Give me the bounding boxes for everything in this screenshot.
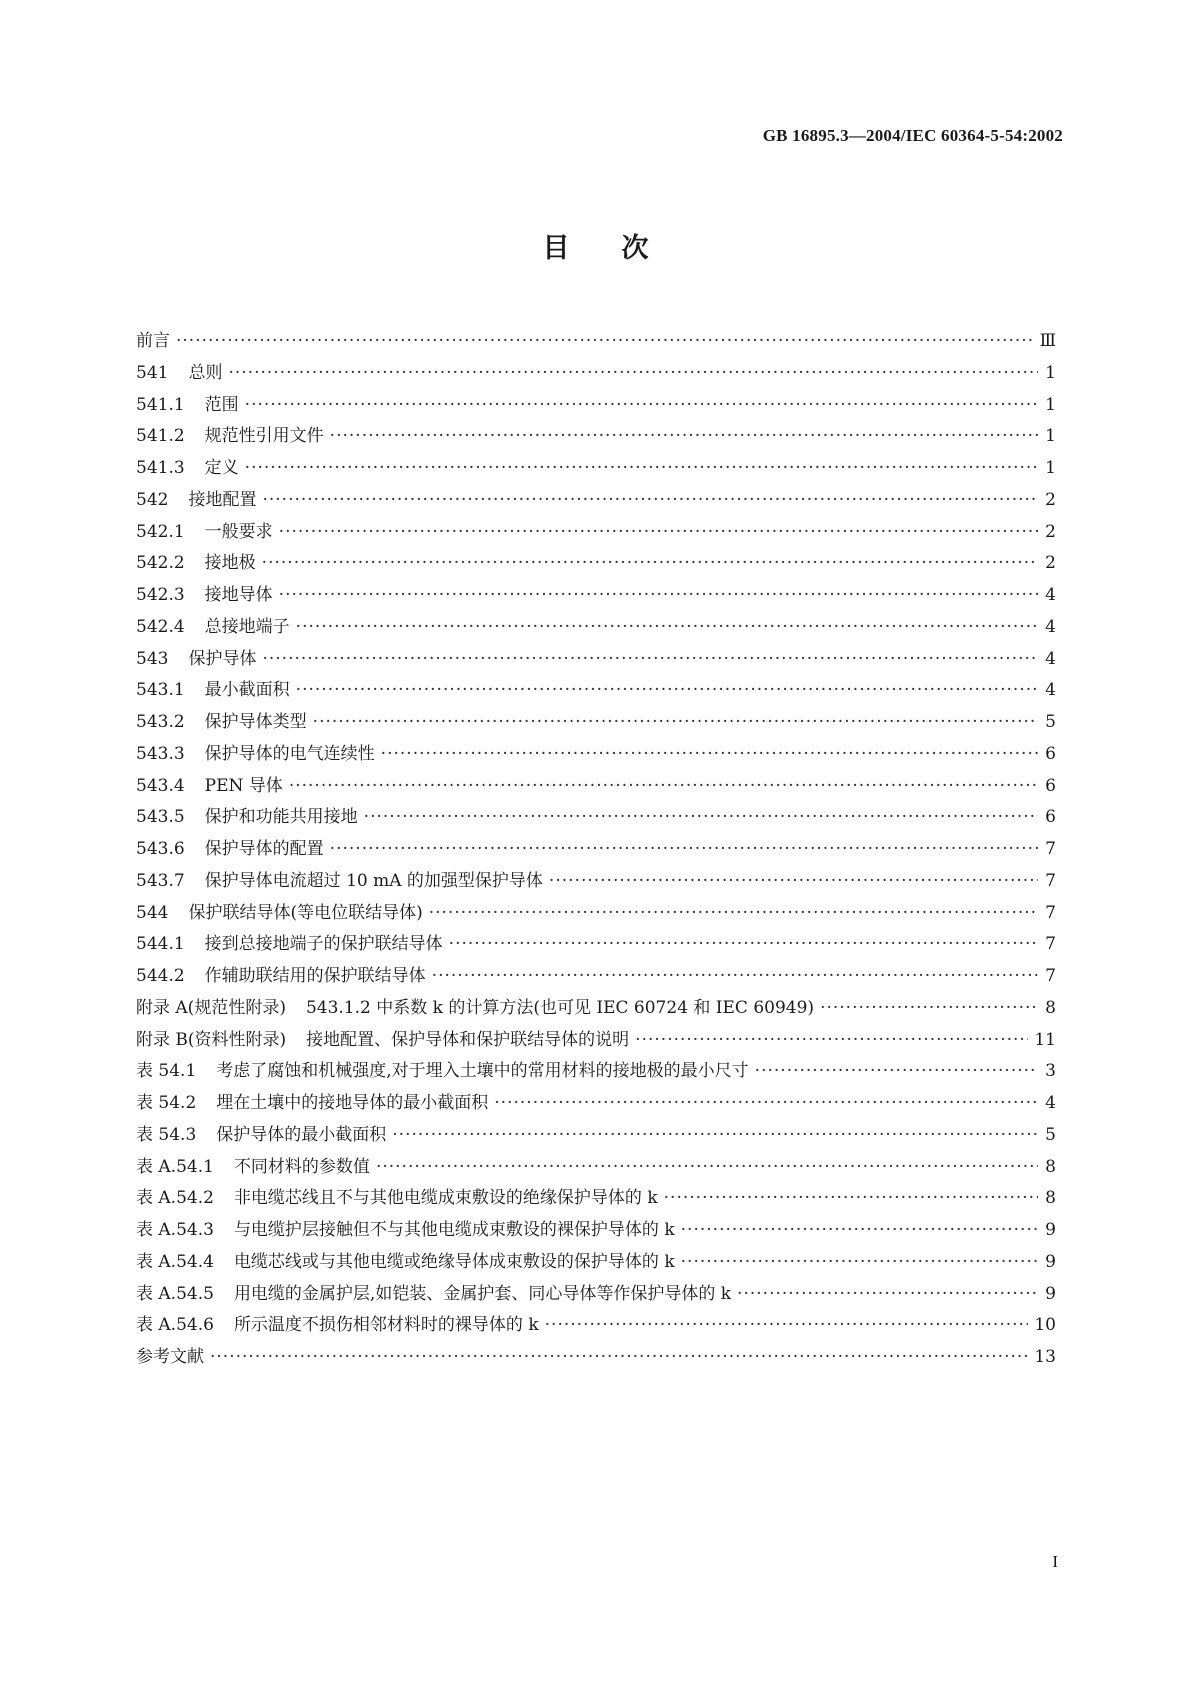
toc-entry-page: 2 [1045, 489, 1056, 510]
toc-entry[interactable] [136, 1120, 1056, 1152]
toc-entry-page: 8 [1045, 1188, 1056, 1209]
toc-entry-page: 7 [1045, 902, 1056, 923]
toc-entry-page: 4 [1045, 680, 1056, 701]
toc-dot-leader [330, 421, 1038, 453]
toc-entry-label: 接地配置 [188, 489, 257, 510]
toc-entry[interactable] [136, 993, 1056, 1025]
toc-entry-label: 不同材料的参数值 [233, 1156, 370, 1177]
toc-dot-leader [737, 1279, 1038, 1311]
toc-entry[interactable] [136, 898, 1056, 930]
toc-entry[interactable] [136, 707, 1056, 739]
toc-entry-page: 10 [1034, 1315, 1056, 1336]
toc-dot-leader [429, 898, 1038, 930]
toc-entry-number: 543.3 [136, 743, 185, 764]
toc-entry-page: Ⅲ [1039, 331, 1056, 351]
toc-entry[interactable] [136, 485, 1056, 517]
toc-entry-page: 7 [1045, 839, 1056, 859]
toc-entry-page: 8 [1045, 997, 1056, 1018]
toc-entry[interactable] [136, 1342, 1056, 1374]
toc-entry[interactable] [136, 802, 1056, 834]
toc-entry-number: 542.4 [136, 616, 185, 637]
toc-dot-leader [176, 326, 1034, 358]
toc-dot-leader [262, 644, 1038, 676]
toc-entry-number: 表 A.54.6 [136, 1315, 214, 1336]
toc-entry[interactable] [136, 961, 1056, 993]
toc-dot-leader [681, 1247, 1038, 1279]
toc-entry-number: 543.6 [136, 839, 185, 859]
toc-dot-leader [296, 612, 1038, 644]
toc-entry-number: 表 A.54.5 [136, 1283, 214, 1304]
toc-entry[interactable] [136, 612, 1056, 644]
toc-entry-label: 保护联结导体(等电位联结导体) [188, 902, 423, 923]
toc-entry-page: 8 [1045, 1156, 1056, 1177]
toc-dot-leader [820, 993, 1038, 1025]
toc-entry-page: 1 [1045, 362, 1056, 383]
toc-entry-page: 7 [1045, 870, 1056, 891]
toc-dot-leader [364, 802, 1038, 834]
toc-entry-page: 5 [1045, 712, 1056, 732]
toc-entry[interactable] [136, 675, 1056, 707]
toc-dot-leader [449, 929, 1038, 961]
toc-entry-label: 保护导体 [188, 648, 257, 669]
toc-entry-page: 4 [1045, 1093, 1056, 1113]
toc-entry-number: 543.2 [136, 712, 185, 732]
toc-entry[interactable] [136, 1247, 1056, 1279]
toc-entry-label: 定义 [204, 458, 239, 478]
toc-entry[interactable] [136, 866, 1056, 898]
toc-entry-label: 543.1.2 中系数 k 的计算方法(也可见 IEC 60724 和 IEC 60949) [305, 997, 815, 1018]
toc-dot-leader [313, 707, 1038, 739]
toc-entry-label: 接地极 [204, 553, 256, 574]
toc-entry-label: PEN 导体 [204, 775, 283, 796]
toc-dot-leader [392, 1120, 1038, 1152]
toc-entry-label: 接地导体 [204, 585, 273, 605]
toc-dot-leader [289, 771, 1038, 803]
toc-entry-number: 表 54.3 [136, 1124, 197, 1145]
toc-entry-label: 考虑了腐蚀和机械强度,对于埋入土壤中的常用材料的接地极的最小尺寸 [216, 1061, 749, 1082]
toc-entry-label: 最小截面积 [204, 680, 290, 701]
toc-dot-leader [279, 517, 1038, 549]
toc-entry-number: 543.1 [136, 680, 185, 701]
toc-entry-label: 接地配置、保护导体和保护联结导体的说明 [306, 1029, 630, 1050]
toc-entry-page: 1 [1045, 458, 1056, 478]
toc-dot-leader [245, 453, 1038, 485]
toc-entry-number: 541 [136, 362, 169, 383]
toc-entry-label: 范围 [204, 394, 239, 415]
toc-entry-label: 前言 [136, 331, 170, 351]
toc-dot-leader [330, 834, 1038, 866]
toc-entry[interactable] [136, 421, 1056, 453]
toc-entry-label: 埋在土壤中的接地导体的最小截面积 [216, 1093, 489, 1113]
toc-entry-number: 543.7 [136, 870, 185, 891]
toc-entry-page: 6 [1045, 743, 1056, 764]
toc-entry-page: 9 [1045, 1251, 1056, 1272]
toc-dot-leader [376, 1152, 1038, 1184]
toc-entry-number: 541.1 [136, 394, 185, 415]
toc-entry[interactable] [136, 453, 1056, 485]
toc-entry-number: 表 A.54.1 [136, 1156, 214, 1177]
toc-entry-number: 543.4 [136, 775, 185, 796]
toc-entry[interactable] [136, 1152, 1056, 1184]
toc-entry[interactable] [136, 326, 1056, 358]
toc-entry-label: 与电缆护层接触但不与其他电缆成束敷设的裸保护导体的 k [233, 1220, 675, 1240]
toc-entry-page: 4 [1045, 585, 1056, 605]
toc-entry-page: 11 [1034, 1029, 1056, 1050]
toc-entry-page: 9 [1045, 1220, 1056, 1240]
table-of-contents [136, 326, 1056, 1374]
toc-entry-label: 保护导体的最小截面积 [216, 1124, 387, 1145]
toc-dot-leader [664, 1183, 1038, 1215]
toc-entry-page: 6 [1045, 775, 1056, 796]
toc-entry[interactable] [136, 1215, 1056, 1247]
toc-entry-number: 544 [136, 902, 169, 923]
toc-entry-number: 表 A.54.2 [136, 1188, 214, 1209]
toc-entry-page: 4 [1045, 648, 1056, 669]
toc-entry-label: 一般要求 [204, 521, 273, 542]
toc-dot-leader [262, 485, 1038, 517]
toc-entry-number: 542.1 [136, 521, 185, 542]
toc-entry-number: 表 A.54.4 [136, 1251, 214, 1272]
toc-entry-number: 541.3 [136, 458, 185, 478]
toc-entry-page: 2 [1045, 521, 1056, 542]
toc-entry-label: 保护和功能共用接地 [204, 807, 358, 828]
toc-entry-number: 542.3 [136, 585, 185, 605]
toc-entry-label: 非电缆芯线且不与其他电缆成束敷设的绝缘保护导体的 k [233, 1188, 658, 1209]
toc-entry-label: 保护导体类型 [204, 712, 307, 732]
toc-dot-leader [279, 580, 1038, 612]
toc-entry[interactable] [136, 580, 1056, 612]
toc-entry-page: 5 [1045, 1124, 1056, 1145]
toc-entry-page: 3 [1045, 1061, 1056, 1082]
toc-dot-leader [681, 1215, 1038, 1247]
toc-entry-page: 13 [1034, 1347, 1056, 1367]
toc-dot-leader [245, 390, 1038, 422]
toc-entry[interactable] [136, 1183, 1056, 1215]
toc-entry[interactable] [136, 1279, 1056, 1311]
toc-entry[interactable] [136, 1310, 1056, 1342]
toc-dot-leader [381, 739, 1038, 771]
toc-entry-number: 表 54.2 [136, 1093, 197, 1113]
toc-entry-number: 544.2 [136, 966, 185, 986]
toc-entry-label: 保护导体电流超过 10 mA 的加强型保护导体 [204, 870, 543, 891]
toc-entry-number: 543.5 [136, 807, 185, 828]
toc-entry-label: 接到总接地端子的保护联结导体 [204, 934, 443, 955]
toc-dot-leader [210, 1342, 1028, 1374]
toc-entry-page: 1 [1045, 426, 1056, 447]
toc-entry-number: 541.2 [136, 426, 185, 447]
toc-entry-label: 保护导体的配置 [204, 839, 324, 859]
toc-entry-number: 附录 A(规范性附录) [136, 997, 286, 1018]
toc-entry[interactable] [136, 548, 1056, 580]
toc-entry-label: 保护导体的电气连续性 [204, 743, 375, 764]
toc-entry-number: 542 [136, 489, 169, 510]
toc-entry[interactable] [136, 517, 1056, 549]
toc-dot-leader [432, 961, 1038, 993]
toc-entry-number: 543 [136, 648, 169, 669]
toc-entry-page: 6 [1045, 807, 1056, 828]
toc-entry-label: 所示温度不损伤相邻材料时的裸导体的 k [233, 1315, 539, 1336]
page-title: 目次 [542, 233, 701, 264]
toc-dot-leader [635, 1025, 1028, 1057]
toc-entry-page: 1 [1045, 394, 1056, 415]
toc-entry-number: 附录 B(资料性附录) [136, 1029, 287, 1050]
toc-entry[interactable] [136, 929, 1056, 961]
toc-entry[interactable] [136, 1025, 1056, 1057]
toc-entry-label: 参考文献 [136, 1347, 204, 1367]
toc-entry[interactable] [136, 771, 1056, 803]
toc-entry-number: 表 A.54.3 [136, 1220, 214, 1240]
toc-dot-leader [549, 866, 1038, 898]
page-number: I [1052, 1552, 1058, 1571]
toc-entry-page: 7 [1045, 966, 1056, 986]
standard-code: GB 16895.3—2004/IEC 60364-5-54:2002 [762, 126, 1063, 145]
toc-dot-leader [262, 548, 1038, 580]
toc-entry-label: 电缆芯线或与其他电缆或绝缘导体成束敷设的保护导体的 k [233, 1251, 675, 1272]
toc-dot-leader [545, 1310, 1029, 1342]
toc-entry[interactable] [136, 739, 1056, 771]
toc-dot-leader [296, 675, 1038, 707]
toc-entry[interactable] [136, 834, 1056, 866]
toc-entry-label: 作辅助联结用的保护联结导体 [204, 966, 426, 986]
toc-dot-leader [228, 358, 1038, 390]
toc-entry-page: 4 [1045, 616, 1056, 637]
toc-entry[interactable] [136, 358, 1056, 390]
toc-entry-page: 9 [1045, 1283, 1056, 1304]
toc-entry-number: 542.2 [136, 553, 185, 574]
toc-entry[interactable] [136, 1056, 1056, 1088]
toc-entry-label: 用电缆的金属护层,如铠装、金属护套、同心导体等作保护导体的 k [233, 1283, 732, 1304]
toc-entry[interactable] [136, 644, 1056, 676]
toc-dot-leader [494, 1088, 1038, 1120]
toc-entry-label: 总接地端子 [204, 616, 290, 637]
toc-entry[interactable] [136, 1088, 1056, 1120]
toc-entry-page: 2 [1045, 553, 1056, 574]
toc-entry-number: 544.1 [136, 934, 185, 955]
toc-entry-label: 规范性引用文件 [204, 426, 324, 447]
toc-entry-number: 表 54.1 [136, 1061, 197, 1082]
toc-entry-label: 总则 [188, 362, 223, 383]
toc-dot-leader [755, 1056, 1038, 1088]
toc-entry-page: 7 [1045, 934, 1056, 955]
toc-entry[interactable] [136, 390, 1056, 422]
